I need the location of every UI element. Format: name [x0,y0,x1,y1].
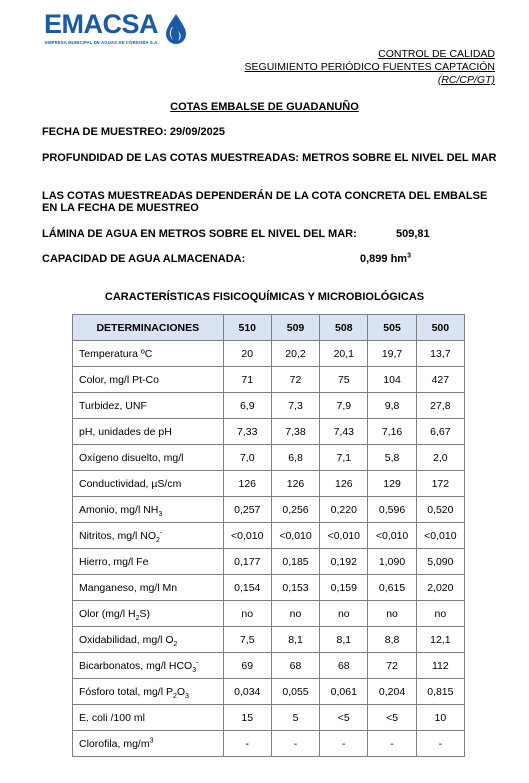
value-cell: no [416,601,464,627]
value-cell: 7,43 [320,419,368,445]
value-cell: 7,5 [223,627,271,653]
value-cell: 7,16 [368,419,416,445]
logo-text: EMACSA [44,9,159,39]
table-title: CARACTERÍSTICAS FISICOQUÍMICAS Y MICROBIOLÓGICAS [104,291,425,303]
value-cell: no [223,601,271,627]
parameter-name: Bicarbonatos, mg/l $HCO_3^-$ [73,653,224,679]
value-cell: 126 [223,471,271,497]
header-cota-505: 505 [368,315,416,341]
page-title: COTAS EMBALSE DE GUADANUÑO [170,101,359,113]
value-cell: 2,0 [416,445,464,471]
parameter-name: Oxígeno disuelto, mg/l [73,445,224,471]
value-cell: 0,061 [320,679,368,705]
parameter-name: E. coli /100 ml [73,705,224,731]
value-cell: 8,1 [271,627,319,653]
value-cell: 10 [416,705,464,731]
value-cell: 0,153 [271,575,319,601]
table-row [73,471,465,497]
table-row [73,705,465,731]
value-cell: 68 [320,653,368,679]
parameter-name: Oxidabilidad, mg/l $O_2$ [73,627,224,653]
value-cell: 5,8 [368,445,416,471]
value-cell: 2,020 [416,575,464,601]
value-cell: 0,204 [368,679,416,705]
header-control: CONTROL DE CALIDAD [378,48,495,60]
parameter-name: Temperatura ºC [73,341,224,367]
value-cell: 0,177 [223,549,271,575]
value-cell: 6,67 [416,419,464,445]
lamina-label: LÁMINA DE AGUA EN METROS SOBRE EL NIVEL DEL MAR: [42,228,357,240]
value-cell: <0,010 [416,523,464,549]
value-cell: 69 [223,653,271,679]
parameter-name: Fósforo total, mg/l $P_2O_3$ [73,679,224,705]
value-cell: 129 [368,471,416,497]
value-cell: 9,8 [368,393,416,419]
document-header [245,48,495,87]
value-cell: 7,3 [271,393,319,419]
table-row [73,445,465,471]
emacsa-logo [44,9,194,48]
value-cell: 0,220 [320,497,368,523]
value-cell: no [320,601,368,627]
value-cell: <0,010 [271,523,319,549]
value-cell: 427 [416,367,464,393]
profundidad-text: PROFUNDIDAD DE LAS COTAS MUESTREADAS: METROS SOBRE EL NIVEL DEL MAR [42,152,497,164]
value-cell: 126 [320,471,368,497]
parameter-name: Conductividad, µS/cm [73,471,224,497]
header-code: (RC/CP/GT) [437,74,495,86]
value-cell: 20 [223,341,271,367]
value-cell: 0,256 [271,497,319,523]
table-row [73,419,465,445]
header-determinaciones: DETERMINACIONES [73,315,224,341]
table-row [73,549,465,575]
parameter-name: Amonio, mg/l $NH_3$ [73,497,224,523]
value-cell: 0,154 [223,575,271,601]
table-row [73,523,465,549]
value-cell: 0,257 [223,497,271,523]
value-cell: 5 [271,705,319,731]
header-cota-508: 508 [320,315,368,341]
value-cell: 13,7 [416,341,464,367]
value-cell: 0,520 [416,497,464,523]
value-cell: 71 [223,367,271,393]
parameter-name: Manganeso, mg/l Mn [73,575,224,601]
value-cell: 27,8 [416,393,464,419]
value-cell: 0,192 [320,549,368,575]
header-cota-500: 500 [416,315,464,341]
value-cell: 0,034 [223,679,271,705]
value-cell: 8,8 [368,627,416,653]
value-cell: 20,1 [320,341,368,367]
value-cell: 7,33 [223,419,271,445]
value-cell: 19,7 [368,341,416,367]
table-row [73,627,465,653]
value-cell: 7,38 [271,419,319,445]
value-cell: - [271,731,319,757]
value-cell: 7,0 [223,445,271,471]
value-cell: 172 [416,471,464,497]
value-cell: 0,815 [416,679,464,705]
value-cell: <5 [320,705,368,731]
parameter-name: Clorofila, $mg/m^3$ [73,731,224,757]
value-cell: 1,090 [368,549,416,575]
table-row [73,575,465,601]
value-cell: 0,596 [368,497,416,523]
value-cell: <0,010 [223,523,271,549]
value-cell: 68 [271,653,319,679]
table-row [73,653,465,679]
value-cell: 0,615 [368,575,416,601]
table-row [73,393,465,419]
value-cell: 7,9 [320,393,368,419]
water-drop-icon [164,13,188,45]
value-cell: 0,159 [320,575,368,601]
value-cell: <0,010 [320,523,368,549]
capacidad-value: 0,899 $hm^3$ [360,252,411,265]
header-cota-510: 510 [223,315,271,341]
value-cell: 0,055 [271,679,319,705]
value-cell: 7,1 [320,445,368,471]
capacidad-label: CAPACIDAD DE AGUA ALMACENADA: [42,253,246,265]
value-cell: 8,1 [320,627,368,653]
value-cell: 12,1 [416,627,464,653]
value-cell: 104 [368,367,416,393]
value-cell: - [368,731,416,757]
analysis-table [72,314,465,757]
value-cell: 72 [271,367,319,393]
table-row [73,497,465,523]
cotas-note: LAS COTAS MUESTREADAS DEPENDERÁN DE LA COTA CONCRETA DEL EMBALSE EN LA FECHA DE MUESTREO [42,190,488,214]
fecha-muestreo: FECHA DE MUESTREO: 29/09/2025 [42,126,225,138]
parameter-name: pH, unidades de pH [73,419,224,445]
value-cell: 112 [416,653,464,679]
table-header-row [73,315,465,341]
value-cell: 126 [271,471,319,497]
header-seguimiento: SEGUIMIENTO PERIÓDICO FUENTES CAPTACIÓN [244,61,495,73]
value-cell: - [223,731,271,757]
table-row [73,731,465,757]
value-cell: <0,010 [368,523,416,549]
value-cell: 75 [320,367,368,393]
value-cell: no [271,601,319,627]
parameter-name: Nitritos, mg/l $NO_2^-$ [73,523,224,549]
table-row [73,679,465,705]
header-cota-509: 509 [271,315,319,341]
table-row [73,341,465,367]
value-cell: no [368,601,416,627]
lamina-value: 509,81 [396,228,430,240]
value-cell: 20,2 [271,341,319,367]
value-cell: - [320,731,368,757]
parameter-name: Hierro, mg/l Fe [73,549,224,575]
value-cell: 6,9 [223,393,271,419]
value-cell: 5,090 [416,549,464,575]
parameter-name: Turbidez, UNF [73,393,224,419]
value-cell: 72 [368,653,416,679]
parameter-name: Olor (mg/l $H_2S$) [73,601,224,627]
value-cell: 0,185 [271,549,319,575]
logo-subtitle: EMPRESA MUNICIPAL DE AGUAS DE CÓRDOBA S.A. [45,40,159,45]
value-cell: 6,8 [271,445,319,471]
table-row [73,367,465,393]
value-cell: <5 [368,705,416,731]
value-cell: 15 [223,705,271,731]
table-row [73,601,465,627]
parameter-name: Color, mg/l Pt-Co [73,367,224,393]
value-cell: - [416,731,464,757]
